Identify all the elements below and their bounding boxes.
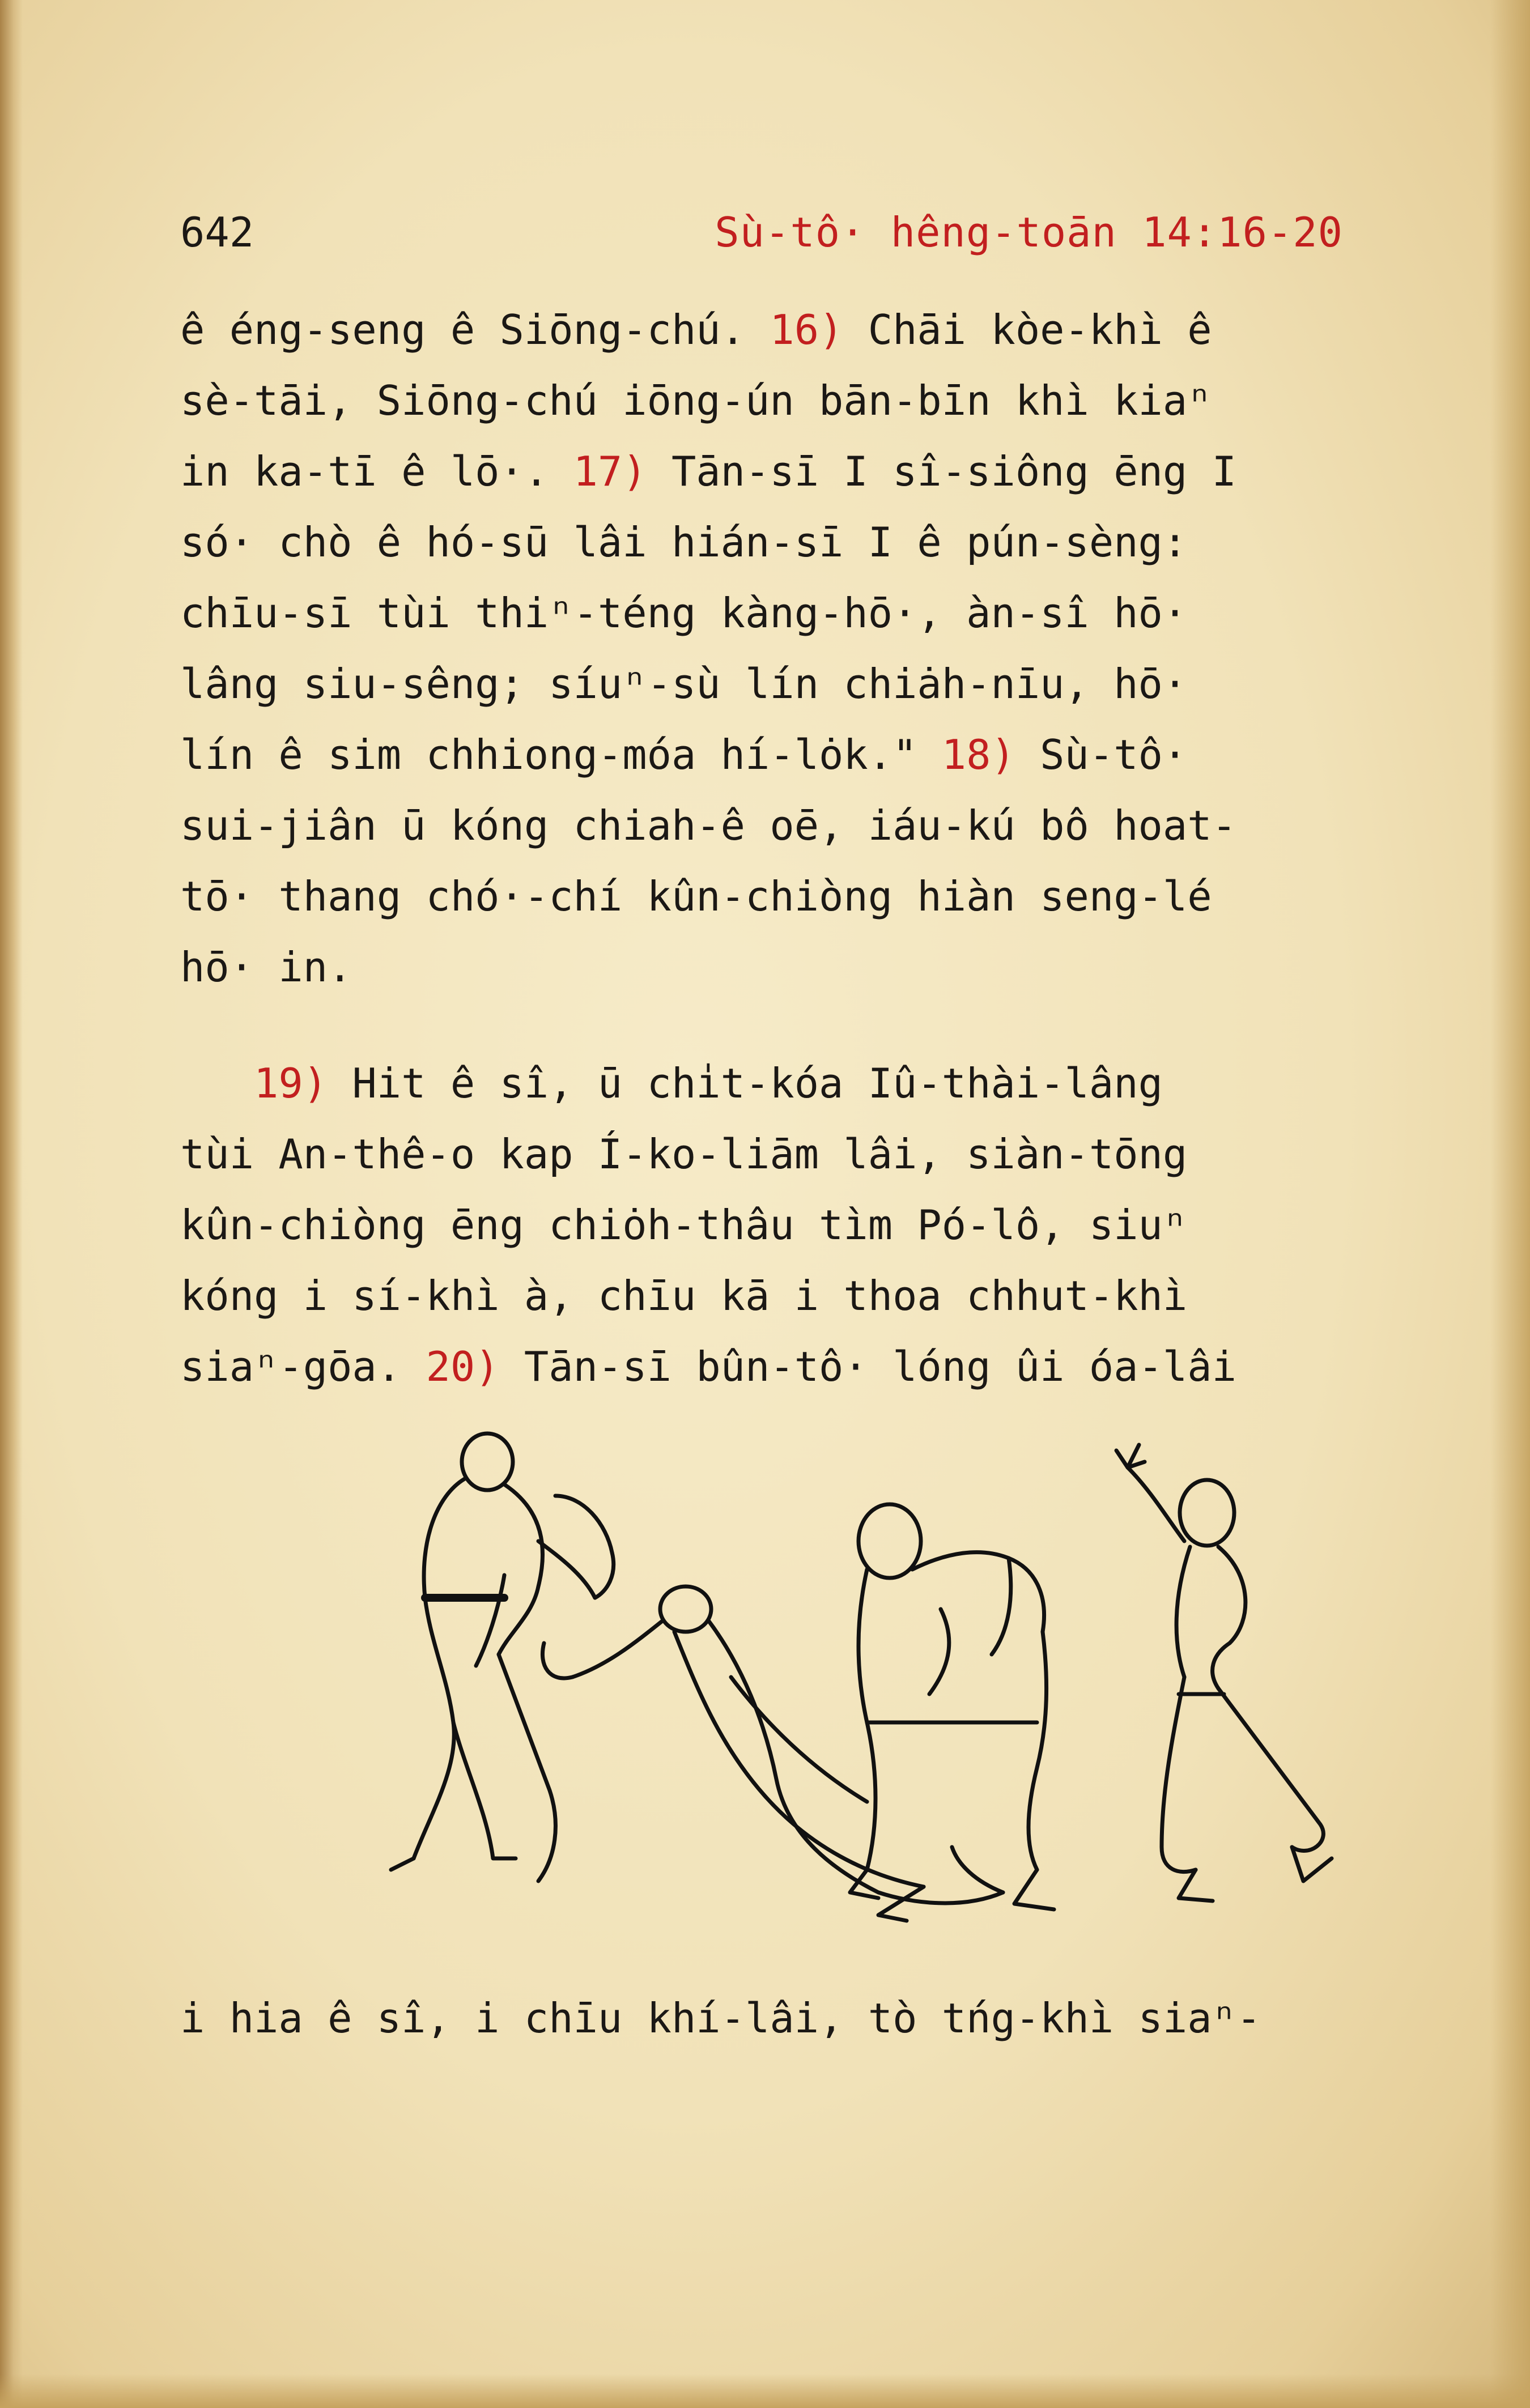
paragraph-verses-19-20 — [180, 1048, 1450, 1402]
text-segment: hō· in. — [180, 943, 352, 991]
text-segment: in ka-tī ê lō·. — [180, 448, 573, 495]
verse-number: 19) — [254, 1060, 328, 1107]
text-line — [180, 1119, 1450, 1190]
text-line — [180, 1261, 1450, 1331]
text-line — [180, 932, 1450, 1003]
text-segment: chīu-sī tùi thiⁿ-téng kàng-hō·, àn-sî hō· — [180, 589, 1188, 637]
text-line — [180, 507, 1450, 578]
text-line — [180, 720, 1450, 790]
text-line — [180, 1048, 1450, 1119]
text-segment: só· chò ê hó-sū lâi hián-sī I ê pún-sèng: — [180, 518, 1188, 566]
text-segment: Tān-sī bûn-tô· lóng ûi óa-lâi — [499, 1343, 1236, 1390]
text-line — [180, 861, 1450, 932]
text-segment: sè-tāi, Siōng-chú iōng-ún bān-bīn khì kiaⁿ — [180, 377, 1212, 424]
text-line — [180, 790, 1450, 861]
verse-number: 16) — [770, 306, 844, 354]
text-line — [180, 649, 1450, 720]
text-line — [180, 436, 1450, 507]
text-segment: lín ê sim chhiong-móa hí-lȯk." — [180, 731, 942, 778]
verse-number: 18) — [941, 731, 1015, 778]
verse-number: 20) — [426, 1343, 500, 1390]
text-segment: tō· thang chó·-chí kûn-chiòng hiàn seng-lé — [180, 873, 1212, 920]
page-edge-bottom — [0, 2374, 1530, 2408]
text-segment: ê éng-seng ê Siōng-chú. — [180, 306, 770, 354]
text-segment: Tān-sī I sî-siông ēng I — [647, 448, 1236, 495]
page-edge-left — [0, 0, 23, 2408]
text-segment: lâng siu-sêng; síuⁿ-sù lín chiȧh-nīu, hō· — [180, 660, 1188, 708]
text-line — [180, 1331, 1450, 1402]
text-segment: kûn-chiòng ēng chiȯh-thâu tìm Pó-lô, siuⁿ — [180, 1201, 1188, 1249]
text-segment: Sù-tô· — [1015, 731, 1188, 778]
paragraph-verses-16-18 — [180, 295, 1450, 1003]
page-edge-right — [1490, 0, 1530, 2408]
text-segment — [180, 1060, 254, 1107]
text-segment: kóng i sí-khì à, chīu kā i thoa chhut-khì — [180, 1272, 1188, 1320]
text-line — [180, 295, 1450, 365]
text-segment: Chāi kòe-khì ê — [843, 306, 1212, 354]
text-line — [180, 578, 1450, 649]
running-title: Sù-tô· hêng-toān 14:16-20 — [715, 209, 1343, 256]
text-segment: tùi An-thê-o kap Í-ko-liām lâi, siàn-tōng — [180, 1130, 1188, 1178]
text-segment: sui-jiân ū kóng chiah-ê oē, iáu-kú bô hoat- — [180, 802, 1236, 849]
page-number: 642 — [180, 209, 254, 256]
last-line: i hia ê sî, i chīu khí-lâi, tò tńg-khì siaⁿ- — [180, 1994, 1261, 2042]
verse-number: 17) — [573, 448, 647, 495]
text-segment: siaⁿ-gōa. — [180, 1343, 426, 1390]
text-segment: Hit ê sî, ū chi̍t-kóa Iû-thài-lâng — [328, 1060, 1163, 1107]
text-line — [180, 1190, 1450, 1261]
text-line — [180, 365, 1450, 436]
woodcut-figures-drawing — [368, 1428, 1343, 1938]
page-header — [180, 209, 1343, 256]
